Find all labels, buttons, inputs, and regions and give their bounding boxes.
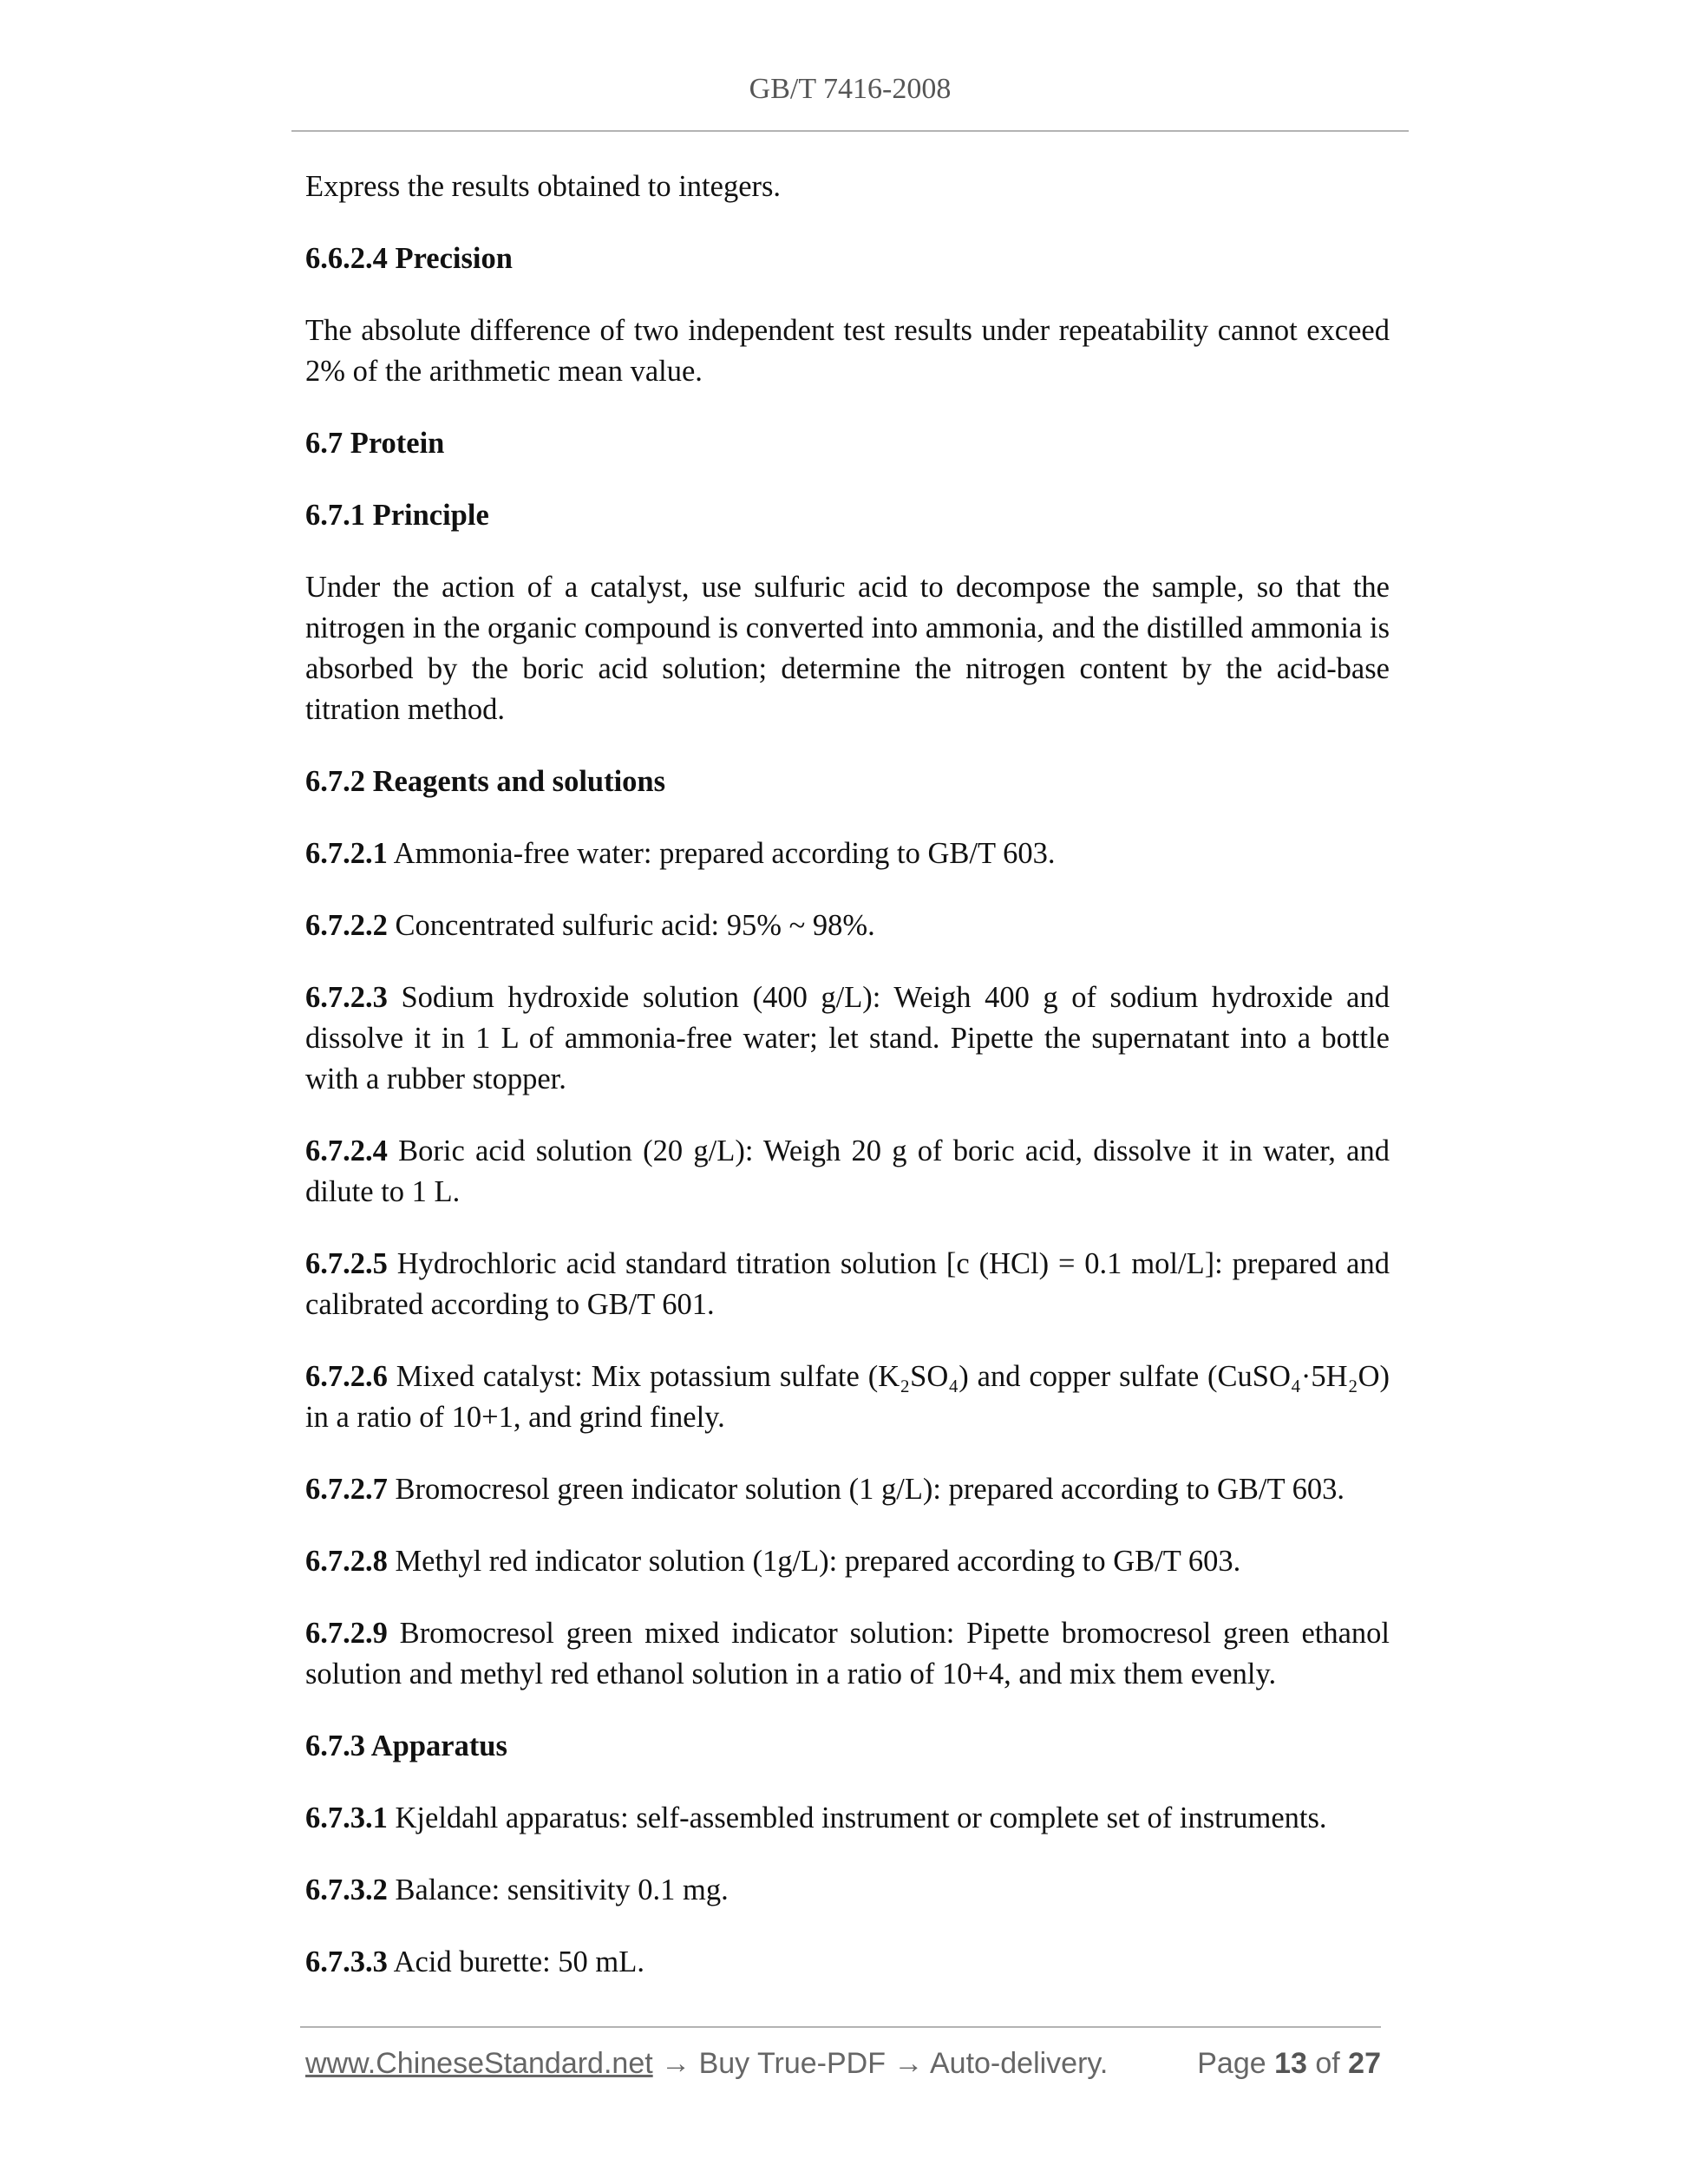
list-item — [305, 1942, 1390, 1983]
list-item — [305, 1613, 1390, 1695]
list-item — [305, 1798, 1390, 1839]
list-item — [305, 1541, 1390, 1582]
heading-6-7-2: 6.7.2 Reagents and solutions — [305, 765, 666, 798]
page-indicator — [1197, 2047, 1381, 2081]
clause-text: Concentrated sulfuric acid: 95% ~ 98%. — [387, 909, 875, 942]
header-divider — [291, 130, 1409, 132]
heading-6-7-3: 6.7.3 Apparatus — [305, 1730, 507, 1762]
list-item — [305, 1357, 1390, 1438]
clause-number: 6.7.2.2 — [305, 909, 388, 942]
clause-text: Hydrochloric acid standard titration solution [c (HCl) = 0.1 mol/L]: prepared and calibrated according to GB/T 601. — [305, 1247, 1390, 1321]
clause-number: 6.7.2.9 — [305, 1617, 388, 1650]
page-header-title: GB/T 7416-2008 — [749, 73, 952, 105]
list-item — [305, 906, 1390, 946]
list-item — [305, 1870, 1390, 1911]
clause-text: Balance: sensitivity 0.1 mg. — [387, 1873, 729, 1906]
footer-divider — [300, 2026, 1381, 2028]
list-item — [305, 978, 1390, 1100]
heading-6-7: 6.7 Protein — [305, 427, 445, 460]
of-label: of — [1306, 2047, 1349, 2080]
clause-text: Kjeldahl apparatus: self-assembled instrument or complete set of instruments. — [387, 1801, 1327, 1834]
clause-text: Methyl red indicator solution (1g/L): prepared according to GB/T 603. — [387, 1545, 1241, 1578]
clause-number: 6.7.2.6 — [305, 1360, 388, 1393]
clause-text: Mixed catalyst: Mix potassium sulfate (K₂SO₄) and copper sulfate (CuSO₄·5H₂O) in a ratio of 10+1, and grind finely. — [305, 1360, 1390, 1434]
clause-text: Bromocresol green indicator solution (1 g/L): prepared according to GB/T 603. — [387, 1473, 1345, 1506]
clause-number: 6.7.3.3 — [305, 1945, 388, 1978]
arrow-right-icon: → — [893, 2047, 924, 2080]
clause-number: 6.7.3.2 — [305, 1873, 388, 1906]
list-item — [305, 1244, 1390, 1325]
page-footer — [305, 2047, 1381, 2090]
page-label: Page — [1197, 2047, 1275, 2080]
delivery-text: Auto-delivery. — [923, 2047, 1109, 2080]
paragraph-results: Express the results obtained to integers. — [305, 170, 782, 203]
clause-number: 6.7.2.5 — [305, 1247, 388, 1280]
heading-6-6-2-4: 6.6.2.4 Precision — [305, 242, 513, 275]
heading-6-7-1: 6.7.1 Principle — [305, 499, 489, 532]
clause-text: Ammonia-free water: prepared according to GB/T 603. — [387, 837, 1056, 870]
clause-number: 6.7.3.1 — [305, 1801, 388, 1834]
clause-text: Bromocresol green mixed indicator solution: Pipette bromocresol green ethanol solution and methyl red ethanol solution in a ratio of 10+4, and mix them evenly. — [305, 1617, 1390, 1690]
list-item — [305, 834, 1390, 874]
buy-text: Buy True-PDF — [690, 2047, 894, 2080]
clause-number: 6.7.2.7 — [305, 1473, 388, 1506]
clause-number: 6.7.2.4 — [305, 1135, 388, 1167]
page-total: 27 — [1348, 2047, 1381, 2080]
list-item — [305, 1131, 1390, 1213]
clause-text: Acid burette: 50 mL. — [387, 1945, 644, 1978]
clause-number: 6.7.2.8 — [305, 1545, 388, 1578]
clause-text: Boric acid solution (20 g/L): Weigh 20 g of boric acid, dissolve it in water, and dilute to 1 L. — [305, 1135, 1390, 1208]
footer-promo — [305, 2047, 1108, 2081]
website-link[interactable]: www.ChineseStandard.net — [305, 2047, 653, 2080]
clause-number: 6.7.2.3 — [305, 981, 388, 1014]
list-item — [305, 1469, 1390, 1510]
arrow-right-icon: → — [661, 2047, 691, 2080]
document-body — [305, 167, 1390, 2014]
paragraph-precision: The absolute difference of two independent test results under repeatability cannot exceed 2% of the arithmetic mean value. — [305, 314, 1390, 388]
page-number: 13 — [1274, 2047, 1307, 2080]
paragraph-principle: Under the action of a catalyst, use sulfuric acid to decompose the sample, so that the nitrogen in the organic compound is converted into ammonia, and the distilled ammonia is absorbed by the boric acid solution; determine the nitrogen content by the acid-base titration method. — [305, 571, 1390, 726]
clause-number: 6.7.2.1 — [305, 837, 388, 870]
clause-text: Sodium hydroxide solution (400 g/L): Weigh 400 g of sodium hydroxide and dissolve it in 1 L of ammonia-free water; let stand. Pipette the supernatant into a bottle with a rubber stopper. — [305, 981, 1390, 1095]
